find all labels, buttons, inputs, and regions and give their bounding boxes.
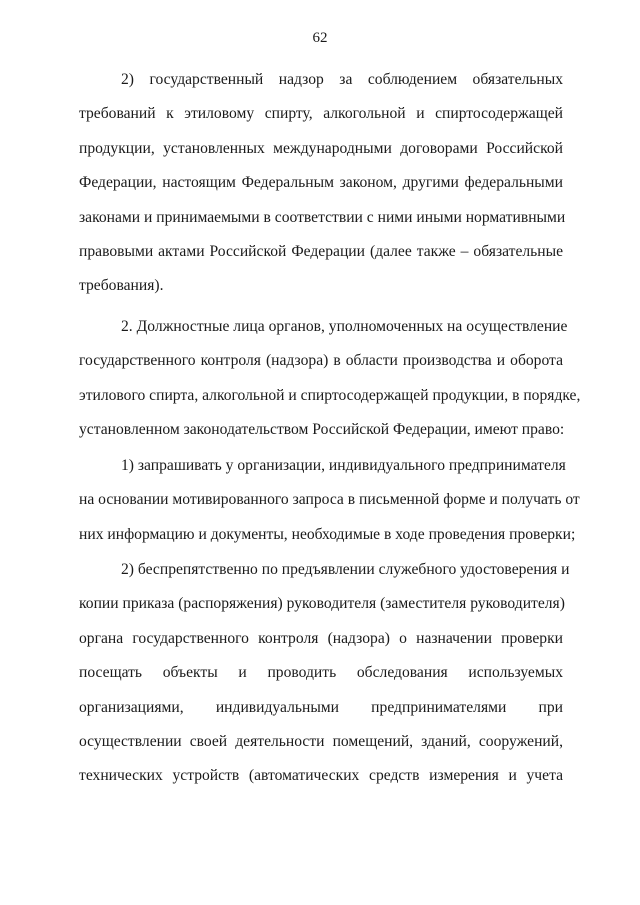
text-line: этилового спирта, алкогольной и спиртосодержащей продукции, в порядке, — [79, 386, 581, 404]
text-line: на основании мотивированного запроса в письменной форме и получать от — [79, 491, 580, 509]
text-line: установленном законодательством Российской Федерации, имеют право: — [79, 421, 565, 439]
paragraph-officials-rights — [79, 310, 581, 448]
text-line: 2. Должностные лица органов, уполномоченных на осуществление — [121, 318, 568, 335]
text-line: правовыми актами Российской Федерации (далее также – обязательные — [79, 242, 563, 260]
paragraph-state-supervision — [79, 63, 566, 304]
text-line: них информацию и документы, необходимые в ходе проведения проверки; — [79, 525, 576, 543]
text-line: 2) государственный надзор за соблюдением обязательных — [121, 71, 563, 88]
text-line: требований к этиловому спирту, алкогольной и спиртосодержащей — [79, 105, 563, 123]
text-line: 1) запрашивать у организации, индивидуального предпринимателя — [121, 457, 566, 474]
text-line: продукции, установленных международными договорами Российской — [79, 139, 563, 157]
text-line: осуществлении своей деятельности помещений, зданий, сооружений, — [79, 732, 563, 750]
text-line: государственного контроля (надзора) в области производства и оборота — [79, 352, 563, 370]
text-line: посещать объекты и проводить обследования используемых — [79, 664, 563, 682]
text-line: законами и принимаемыми в соответствии с ними иными нормативными — [79, 208, 566, 226]
text-line: Федерации, настоящим Федеральным законом, другими федеральными — [79, 174, 563, 192]
text-line: организациями, индивидуальными предпринимателями при — [79, 698, 563, 716]
paragraph-request-information — [79, 449, 580, 552]
text-line: копии приказа (распоряжения) руководителя (заместителя руководителя) — [79, 595, 565, 613]
text-line: 2) беспрепятственно по предъявлении служебного удостоверения и — [121, 561, 570, 578]
text-line: органа государственного контроля (надзора) о назначении проверки — [79, 629, 563, 647]
text-line: технических устройств (автоматических средств измерения и учета — [79, 767, 563, 785]
paragraph-unimpeded-access — [79, 553, 570, 794]
page-number: 62 — [312, 30, 328, 46]
text-line: требования). — [79, 277, 164, 295]
